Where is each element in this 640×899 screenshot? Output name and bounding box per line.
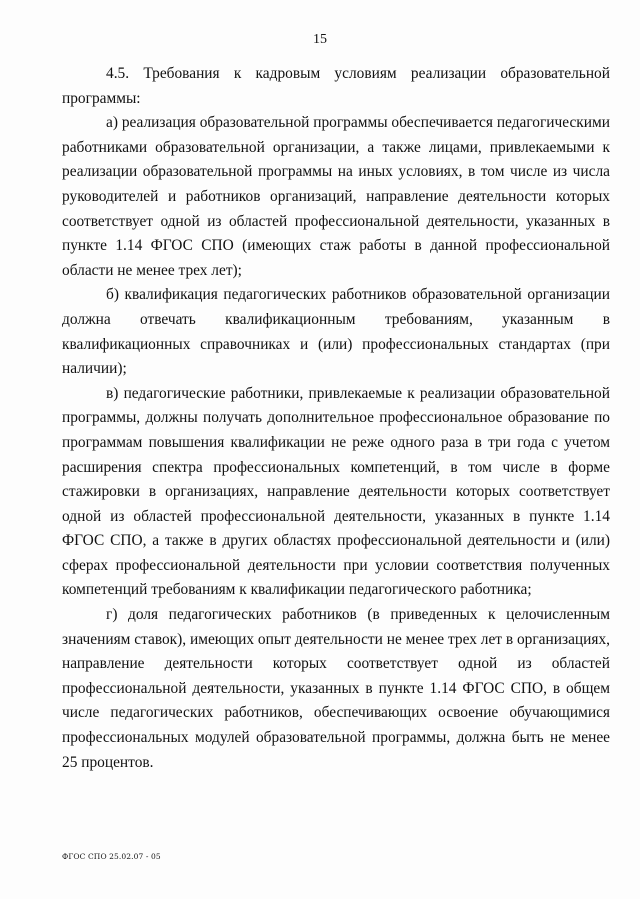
paragraph-v: в) педагогические работники, привлекаемые к реализации образовательной программы, должны получать дополнительное профессиональное образование по программам повышения квалификации не реже одного раза в три года с учетом расширения спектра профессиональных компетенций, в том числе в форме стажировки в организациях, направление деятельности которых соответствует одной из областей профессиональной деятельности, указанных в пункте 1.14 ФГОС СПО, а также в других областях профессиональной деятельности и (или) сферах профессиональной деятельности при условии соответствия полученных компетенций требованиям к квалификации педагогического работника; [62, 384, 610, 599]
paragraph-b: б) квалификация педагогических работников образовательной организации должна отвечать квалификационным требованиям, указанным в квалификационных справочниках и (или) профессиональных стандартах (при наличии); [62, 286, 610, 378]
document-body [62, 62, 610, 775]
section-heading-4-5: 4.5. Требования к кадровым условиям реализации образовательной программы: [62, 65, 610, 107]
page-number: 15 [313, 32, 327, 47]
paragraph-g: г) доля педагогических работников (в приведенных к целочисленным значениям ставок), имеющих опыт деятельности не менее трех лет в организациях, направление деятельности которых соответствует одной из областей профессиональной деятельности, указанных в пункте 1.14 ФГОС СПО, в общем числе педагогических работников, обеспечивающих освоение обучающимися профессиональных модулей образовательной программы, должна быть не менее 25 процентов. [62, 606, 610, 771]
paragraph-a: а) реализация образовательной программы обеспечивается педагогическими работниками образовательной организации, а также лицами, привлекаемыми к реализации образовательной программы на иных условиях, в том числе из числа руководителей и работников организаций, направление деятельности которых соответствует одной из областей профессиональной деятельности, указанных в пункте 1.14 ФГОС СПО (имеющих стаж работы в данной профессиональной области не менее трех лет); [62, 114, 610, 279]
document-footer-code: ФГОС СПО 25.02.07 - 05 [62, 852, 161, 861]
